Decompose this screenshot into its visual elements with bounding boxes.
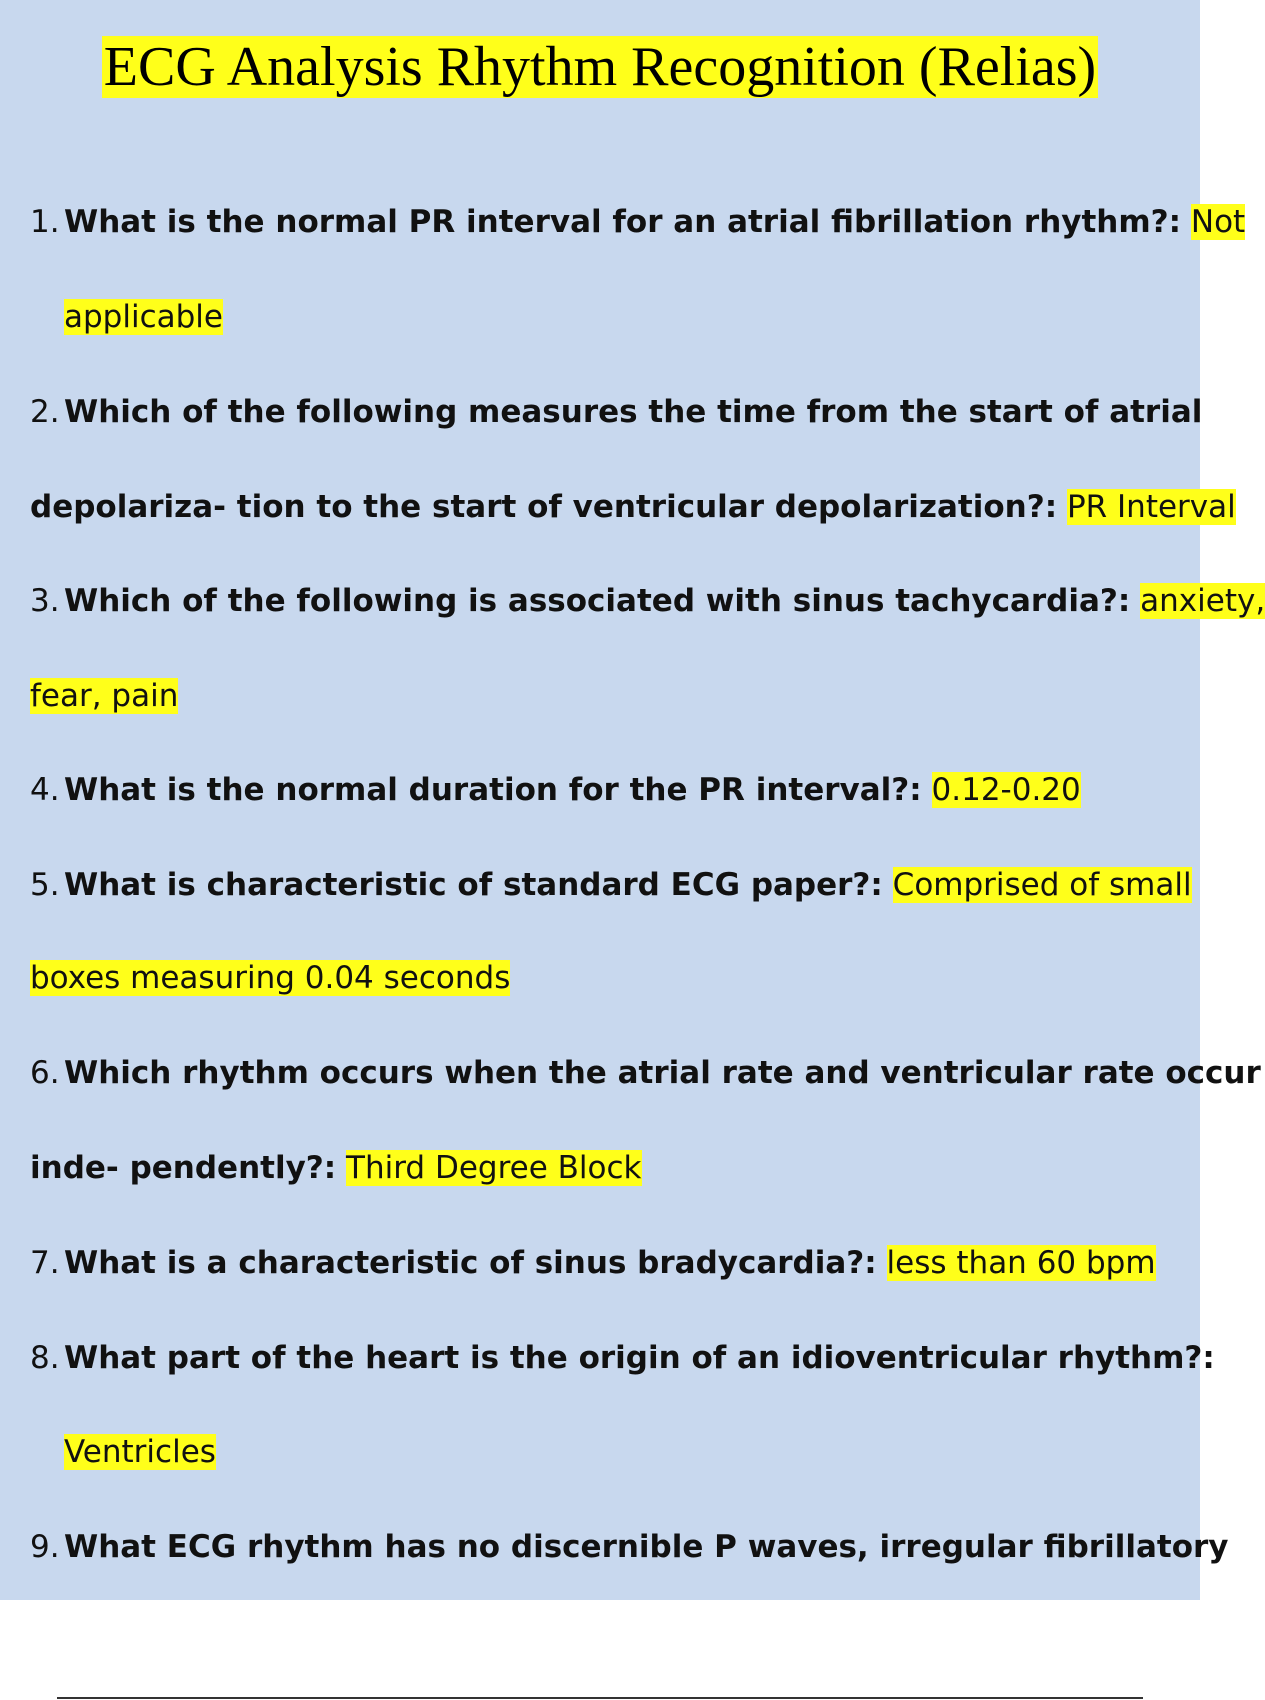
- question-item-8-continued: [64, 1432, 216, 1472]
- answer-text: Ventricles: [64, 1434, 216, 1470]
- question-number: 9.: [30, 1529, 60, 1565]
- question-number: 7.: [30, 1245, 60, 1281]
- question-text: Which of the following is associated with sinus tachycardia?:: [64, 583, 1131, 619]
- answer-text: anxiety,: [1140, 583, 1265, 619]
- question-text: What is the normal duration for the PR interval?:: [64, 772, 922, 808]
- question-item-3-continued: [30, 676, 178, 716]
- answer-text: less than 60 bpm: [886, 1245, 1156, 1281]
- answer-text: Comprised of small: [892, 867, 1192, 903]
- question-item-3: [30, 581, 1265, 621]
- question-text: What ECG rhythm has no discernible P waves, irregular fibrillatory: [64, 1529, 1229, 1565]
- answer-text: fear, pain: [30, 678, 179, 714]
- question-item-9: [30, 1527, 1228, 1567]
- answer-text: Not: [1190, 204, 1246, 240]
- question-text: Which rhythm occurs when the atrial rate and ventricular rate occur: [64, 1055, 1261, 1091]
- document-title-text: ECG Analysis Rhythm Recognition (Relias): [103, 36, 1097, 98]
- question-text: Which of the following measures the time from the start of atrial: [64, 394, 1203, 430]
- question-text: inde- pendently?:: [30, 1150, 337, 1186]
- question-item-4: [30, 770, 1081, 810]
- question-item-7: [30, 1243, 1156, 1283]
- document-title: [0, 34, 1200, 100]
- question-item-6: [30, 1053, 1261, 1093]
- question-number: 3.: [30, 583, 60, 619]
- question-item-1: [30, 202, 1245, 242]
- question-text: depolariza- tion to the start of ventricular depolarization?:: [30, 489, 1058, 525]
- answer-text: PR Interval: [1066, 489, 1236, 525]
- question-item-8: [30, 1338, 1215, 1378]
- question-item-5-continued: [30, 958, 510, 998]
- question-item-1-continued: [64, 297, 223, 337]
- question-number: 5.: [30, 867, 60, 903]
- question-item-2: [30, 392, 1202, 432]
- question-number: 1.: [30, 204, 60, 240]
- question-number: 6.: [30, 1055, 60, 1091]
- question-text: What is characteristic of standard ECG paper?:: [64, 867, 883, 903]
- question-item-6-continued: [30, 1148, 642, 1188]
- answer-text: applicable: [64, 299, 223, 335]
- question-item-2-continued: [30, 487, 1236, 527]
- answer-text: 0.12-0.20: [931, 772, 1081, 808]
- question-number: 8.: [30, 1340, 60, 1376]
- question-text: What is a characteristic of sinus bradycardia?:: [64, 1245, 877, 1281]
- question-number: 2.: [30, 394, 60, 430]
- question-item-5: [30, 865, 1192, 905]
- question-text: What is the normal PR interval for an atrial fibrillation rhythm?:: [64, 204, 1182, 240]
- answer-text: Third Degree Block: [346, 1150, 642, 1186]
- footer-divider: [57, 1697, 1143, 1699]
- question-text: What part of the heart is the origin of an idioventricular rhythm?:: [64, 1340, 1215, 1376]
- answer-text: boxes measuring 0.04 seconds: [30, 960, 511, 996]
- question-number: 4.: [30, 772, 60, 808]
